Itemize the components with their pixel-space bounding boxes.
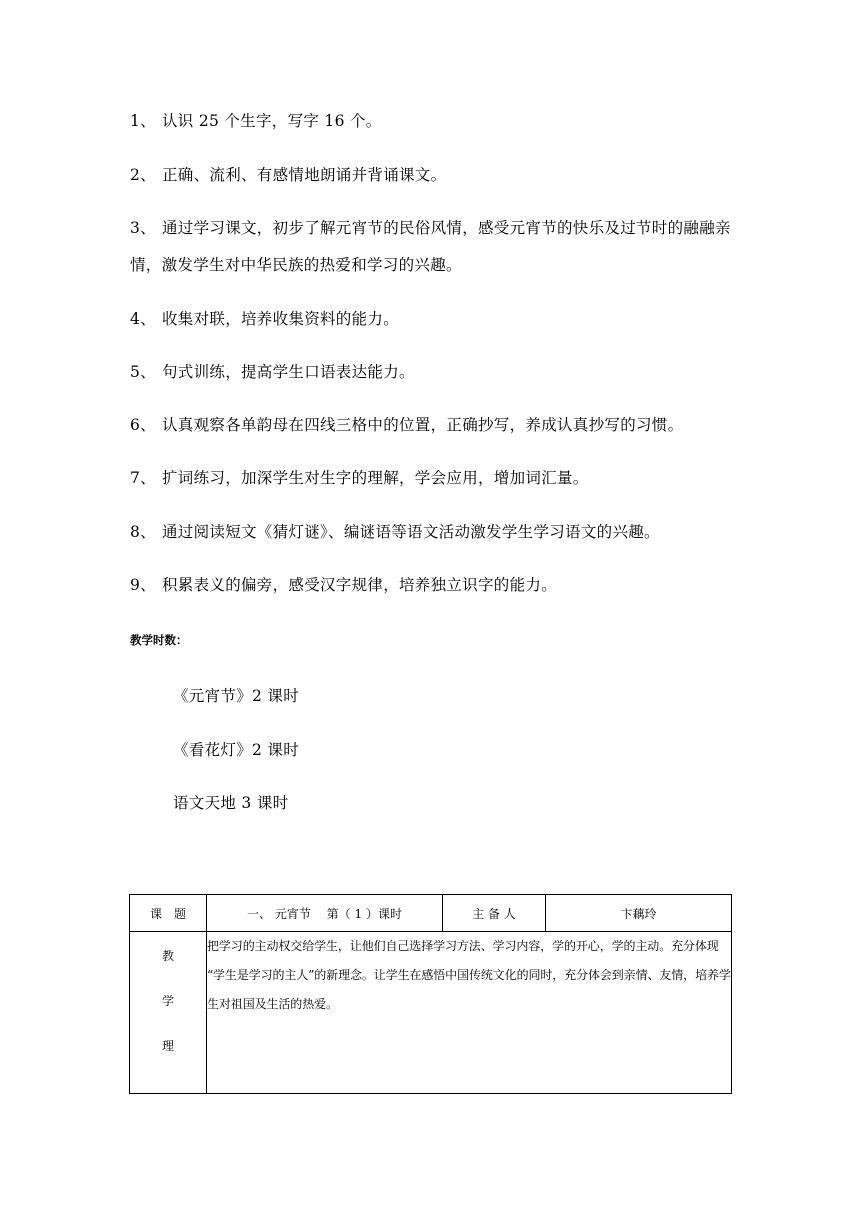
topic-value: 一、 元宵节 第（ 1 ）课时 — [207, 895, 443, 932]
philosophy-text: 把学习的主动权交给学生，让他们自己选择学习方法、学习内容，学的开心，学的主动。充分体现 “学生是学习的主人”的新理念。让学生在感悟中国传统文化的同时，充分体会到亲情、友情，培养学生对祖国及生活的热爱。 — [207, 932, 732, 1094]
preparer-label: 主 备 人 — [443, 895, 546, 932]
hours-item: 《看花灯》2 课时 — [173, 741, 299, 759]
goal-item: 8、 通过阅读短文《猜灯谜》、编谜语等语文活动激发学生学习语文的兴趣。 — [130, 523, 660, 541]
preparer-value: 卞藕玲 — [546, 895, 732, 932]
goal-item: 4、 收集对联，培养收集资料的能力。 — [130, 310, 400, 328]
table-header-row — [130, 895, 732, 932]
goal-item: 3、 通过学习课文，初步了解元宵节的民俗风情，感受元宵节的快乐及过节时的融融亲情，激发学生对中华民族的热爱和学习的兴趣。 — [130, 219, 731, 274]
philosophy-row — [130, 932, 732, 1094]
hours-item: 语文天地 3 课时 — [173, 794, 289, 812]
teaching-hours-heading: 教学时数： — [130, 633, 188, 647]
goal-item: 5、 句式训练，提高学生口语表达能力。 — [130, 363, 415, 381]
goal-item: 2、 正确、流利、有感情地朗诵并背诵课文。 — [130, 166, 447, 184]
hours-item: 《元宵节》2 课时 — [173, 687, 299, 705]
goal-item: 1、 认识 25 个生字，写字 16 个。 — [130, 112, 382, 130]
goal-item: 9、 积累表义的偏旁，感受汉字规律，培养独立识字的能力。 — [130, 576, 558, 594]
goal-item: 7、 扩词练习，加深学生对生字的理解，学会应用，增加词汇量。 — [130, 469, 589, 487]
philosophy-label: 教 学 理 — [130, 932, 207, 1094]
lesson-plan-table — [129, 894, 732, 1094]
topic-label: 课 题 — [130, 895, 207, 932]
goal-item: 6、 认真观察各单韵母在四线三格中的位置，正确抄写，养成认真抄写的习惯。 — [130, 416, 684, 434]
